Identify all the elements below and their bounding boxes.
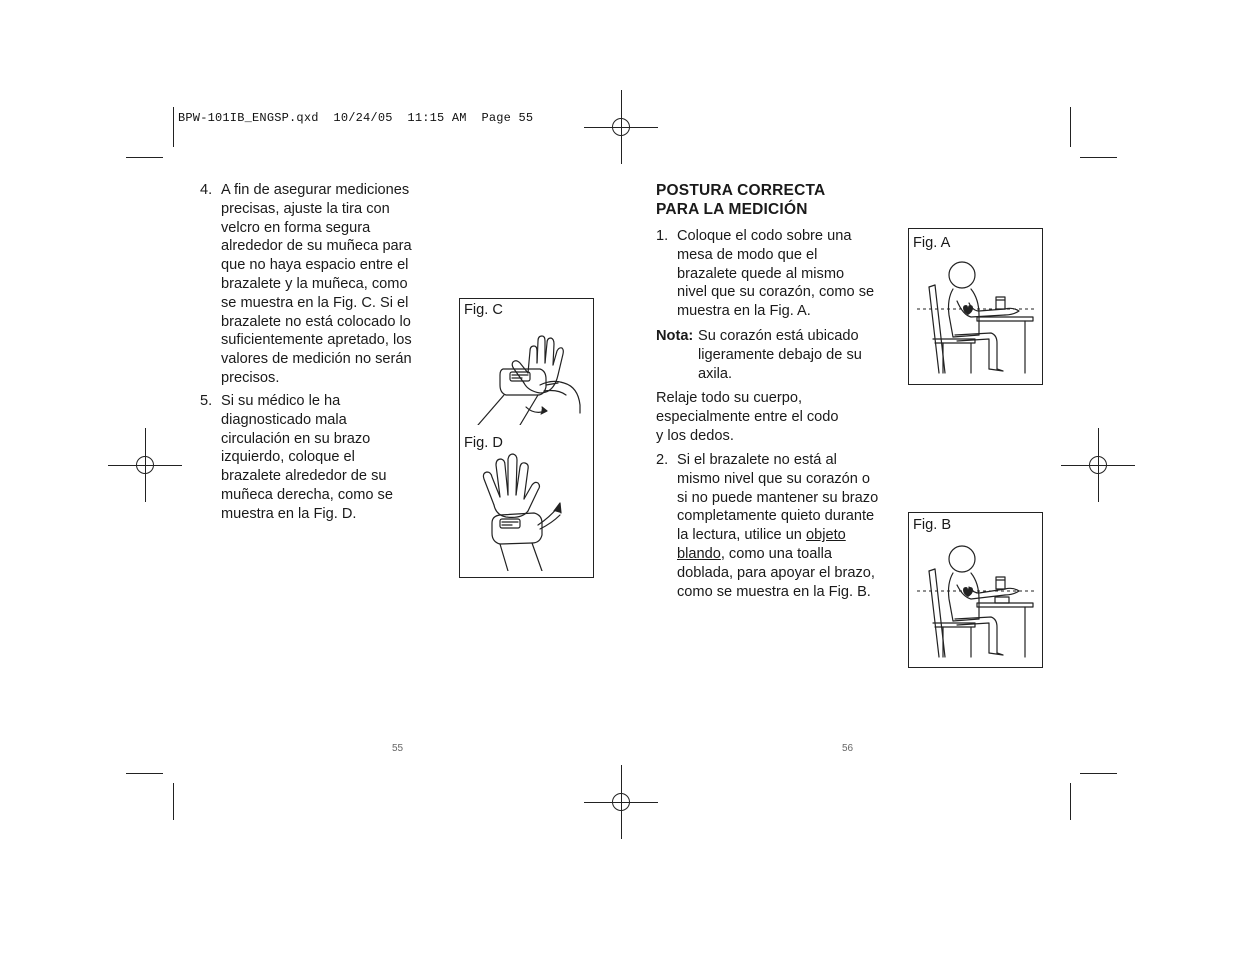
underlined-term: blando bbox=[677, 545, 721, 562]
list-number: 1. bbox=[656, 228, 669, 244]
fig-b-label: Fig. B bbox=[913, 517, 952, 533]
registration-mark bbox=[108, 428, 182, 502]
list-text: Coloque el codo sobre una mesa de modo que el brazalete quede al mismo nivel que su corazón, como se muestra en la Fig. A. bbox=[677, 228, 875, 320]
crop-mark bbox=[173, 783, 174, 820]
crop-mark bbox=[1070, 107, 1071, 147]
note-line: ligeramente debajo de su bbox=[698, 346, 862, 363]
list-text: Si su médico le ha diagnosticado mala circulación en su brazo izquierdo, coloque el brazalete alrededor de su muñeca derecha, como se muestra en la Fig. D. bbox=[221, 393, 393, 522]
wrist-cuff-fit-illustration bbox=[468, 313, 588, 425]
fig-d-label: Fig. D bbox=[464, 435, 503, 451]
figure-a-box bbox=[908, 228, 1043, 385]
file-slug: BPW-101IB_ENGSP.qxd 10/24/05 11:15 AM Page 55 bbox=[178, 111, 534, 125]
crop-mark bbox=[126, 773, 163, 774]
registration-mark bbox=[584, 765, 658, 839]
list-item bbox=[200, 181, 440, 391]
figure-b-box bbox=[908, 512, 1043, 668]
crop-mark bbox=[1070, 783, 1071, 820]
crop-mark bbox=[126, 157, 163, 158]
right-wrist-cuff-illustration bbox=[470, 449, 588, 571]
crop-mark bbox=[1080, 773, 1117, 774]
list-item bbox=[200, 392, 440, 527]
figure-c-d-box bbox=[459, 298, 594, 578]
section-heading: POSTURA CORRECTA PARA LA MEDICIÓN bbox=[656, 182, 826, 218]
list-item bbox=[656, 451, 906, 603]
page-number-right: 56 bbox=[842, 743, 854, 754]
list-number: 2. bbox=[656, 452, 669, 468]
registration-mark bbox=[1061, 428, 1135, 502]
registration-mark bbox=[584, 90, 658, 164]
note-line: axila. bbox=[698, 365, 733, 382]
seated-posture-with-support-illustration bbox=[913, 539, 1039, 665]
fig-a-label: Fig. A bbox=[913, 235, 951, 251]
note-block bbox=[656, 327, 906, 387]
seated-posture-illustration bbox=[913, 255, 1039, 381]
list-item bbox=[656, 227, 906, 323]
fig-c-label: Fig. C bbox=[464, 302, 503, 318]
list-text: Si el brazalete no está al mismo nivel que su corazón o si no puede mantener su brazo completamente quieto durante la lectura, utilice un objeto blando, como una toalla doblada, para apoyar el brazo, como se muestra en la Fig. B. bbox=[677, 452, 879, 600]
list-number: 5. bbox=[200, 393, 213, 409]
note-label: Nota: bbox=[656, 328, 694, 344]
list-text: A fin de asegurar mediciones precisas, ajuste la tira con velcro en forma segura alrededor de su muñeca para que no haya espacio entre el brazalete y la muñeca, como se muestra en la Fig. C. Si el brazalete no está colocado lo suficientemente apretado, los valores de medición no serán precisos. bbox=[221, 182, 412, 386]
list-number: 4. bbox=[200, 182, 213, 198]
relax-paragraph: Relaje todo su cuerpo, especialmente entre el codo y los dedos. bbox=[656, 390, 839, 444]
crop-mark bbox=[173, 107, 174, 147]
note-line: Su corazón está ubicado bbox=[698, 328, 859, 344]
underlined-term: objeto bbox=[805, 527, 846, 544]
page-number-left: 55 bbox=[392, 743, 404, 754]
crop-mark bbox=[1080, 157, 1117, 158]
